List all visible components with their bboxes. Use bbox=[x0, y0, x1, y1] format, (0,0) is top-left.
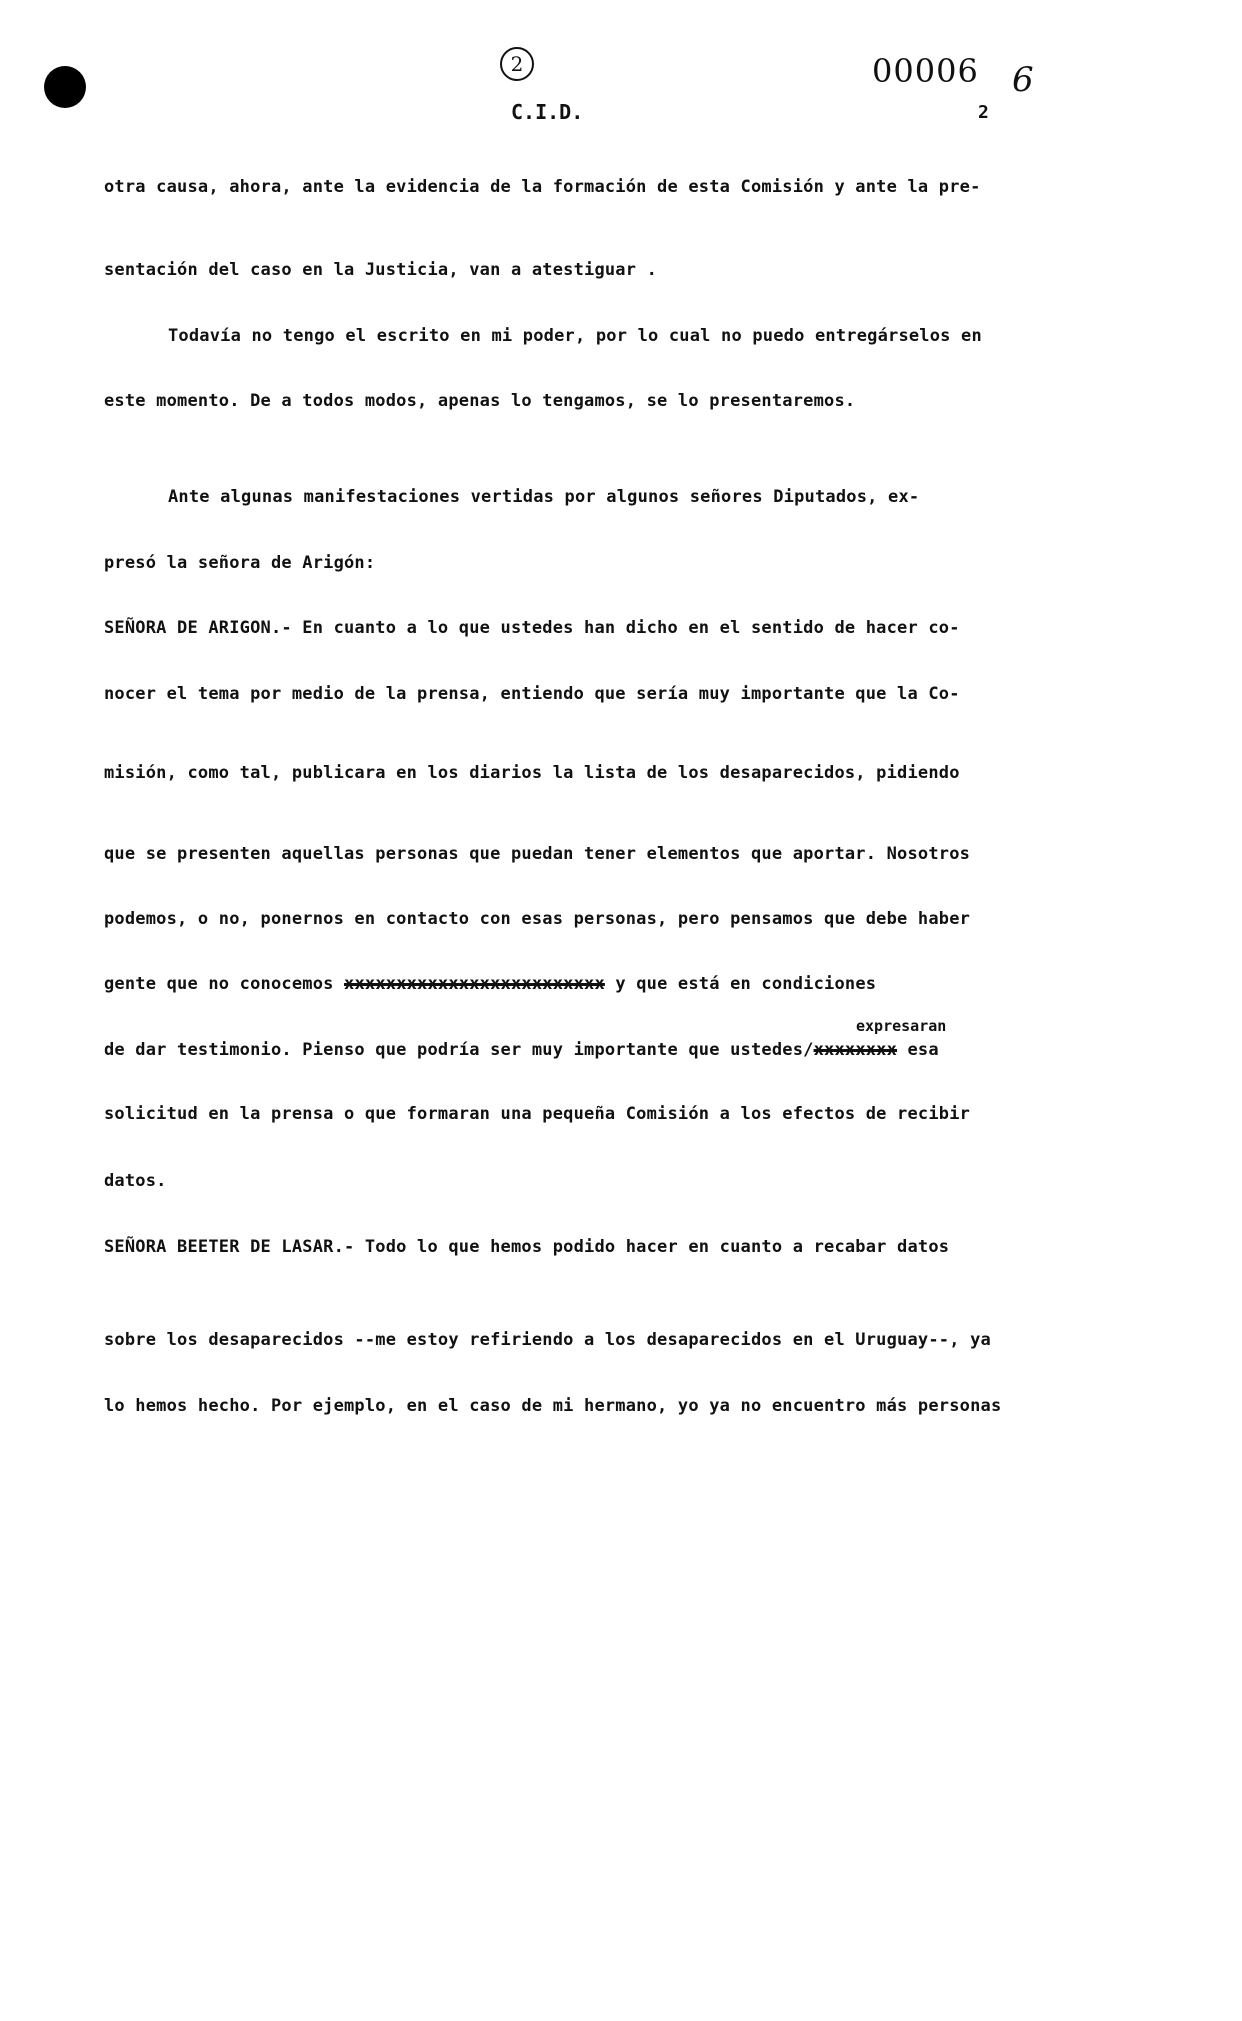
text-line: misión, como tal, publicara en los diarios la lista de los desaparecidos, pidiendo bbox=[104, 763, 960, 783]
text-line: otra causa, ahora, ante la evidencia de la formación de esta Comisión y ante la pre- bbox=[104, 177, 981, 197]
text-line-with-strikeout bbox=[104, 1040, 939, 1060]
text-line: SEÑORA BEETER DE LASAR.- Todo lo que hemos podido hacer en cuanto a recabar datos bbox=[104, 1237, 950, 1257]
text-line: Todavía no tengo el escrito en mi poder, por lo cual no puedo entregárselos en bbox=[168, 326, 982, 346]
text-line: podemos, o no, ponernos en contacto con esas personas, pero pensamos que debe haber bbox=[104, 909, 971, 929]
handwritten-page-number: 6 bbox=[1012, 60, 1034, 100]
text-line: sentación del caso en la Justicia, van a atestiguar . bbox=[104, 260, 658, 280]
text-line: datos. bbox=[104, 1171, 167, 1191]
typed-insertion: expresaran bbox=[856, 1017, 947, 1035]
document-number: 00006 bbox=[872, 52, 979, 90]
struck-text: xxxxxxxx bbox=[813, 1040, 898, 1060]
line-text: esa bbox=[897, 1040, 939, 1060]
text-line-with-strikeout bbox=[104, 974, 876, 994]
line-text: de dar testimonio. Pienso que podría ser muy importante que ustedes/ bbox=[104, 1040, 814, 1060]
header-cid: C.I.D. bbox=[511, 100, 584, 124]
page-number: 2 bbox=[978, 102, 989, 123]
circled-page-mark bbox=[500, 47, 534, 81]
text-line: que se presenten aquellas personas que puedan tener elementos que aportar. Nosotros bbox=[104, 844, 971, 864]
circled-number: 2 bbox=[510, 52, 524, 76]
punch-hole bbox=[44, 66, 86, 108]
struck-text: xxxxxxxxxxxxxxxxxxxxxxxxx bbox=[344, 974, 605, 994]
text-line: nocer el tema por medio de la prensa, entiendo que sería muy importante que la Co- bbox=[104, 684, 960, 704]
text-line: este momento. De a todos modos, apenas lo tengamos, se lo presentaremos. bbox=[104, 391, 856, 411]
text-line: lo hemos hecho. Por ejemplo, en el caso de mi hermano, yo ya no encuentro más personas bbox=[104, 1396, 1002, 1416]
text-line: Ante algunas manifestaciones vertidas por algunos señores Diputados, ex- bbox=[168, 487, 920, 507]
text-line: SEÑORA DE ARIGON.- En cuanto a lo que ustedes han dicho en el sentido de hacer co- bbox=[104, 618, 960, 638]
text-line: solicitud en la prensa o que formaran una pequeña Comisión a los efectos de recibir bbox=[104, 1104, 971, 1124]
text-line: presó la señora de Arigón: bbox=[104, 553, 376, 573]
line-text: gente que no conocemos bbox=[104, 974, 345, 994]
text-line: sobre los desaparecidos --me estoy refiriendo a los desaparecidos en el Uruguay--, ya bbox=[104, 1330, 991, 1350]
line-text: y que está en condiciones bbox=[604, 974, 877, 994]
